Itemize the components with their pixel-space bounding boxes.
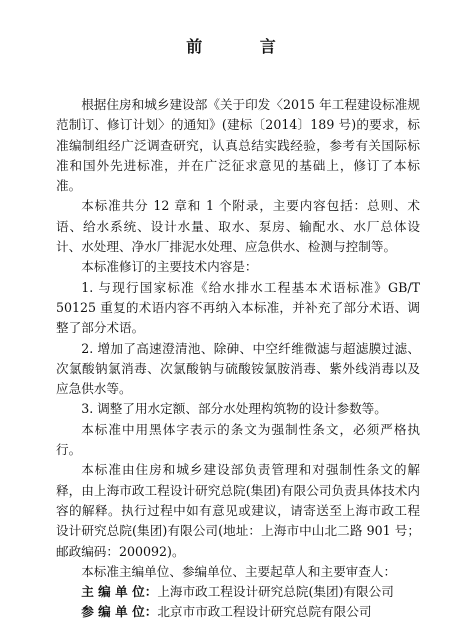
paragraph: 本标准修订的主要技术内容是： [81,259,258,275]
paragraph: 3. 调整了用水定额、部分水处理构筑物的设计参数等。 [81,401,387,417]
participating-unit-label: 参 编 单 位： [81,604,158,620]
page-title: 前 言 [186,37,302,56]
preface-body [56,95,420,623]
chief-unit-value: 上海市政工程设计研究总院(集团)有限公司 [157,584,394,600]
paragraph: 本标准中用黑体字表示的条文为强制性条文，必须严格执行。 [56,421,420,458]
paragraph: 1. 与现行国家标准《给水排水工程基本术语标准》GB/T 50125 重复的术语内容不再纳入本标准，并补充了部分术语、调整了部分术语。 [56,279,420,336]
paragraph: 本标准主编单位、参编单位、主要起草人和主要审查人： [81,563,397,579]
chief-unit-label: 主 编 单 位： [81,584,158,600]
participating-unit-line [56,602,420,622]
paragraph: 根据住房和城乡建设部《关于印发〈2015 年工程建设标准规范制订、修订计划〉的通知》(建标〔2014〕189 号)的要求，标准编制组经广泛调查研究，认真总结实践经验，参考有关国际标准和国外先进标准，并在广泛征求意见的基础上，修订了本标准。 [56,97,420,194]
chief-unit-line [56,582,420,602]
paragraph: 本标准共分 12 章和 1 个附录，主要内容包括：总则、术语、给水系统、设计水量、取水、泵房、输配水、水厂总体设计、水处理、净水厂排泥水处理、应急供水、检测与控制等。 [56,198,420,255]
participating-unit-value: 北京市市政工程设计研究总院有限公司 [157,604,372,620]
paragraph: 2. 增加了高速澄清池、除砷、中空纤维微滤与超滤膜过滤、次氯酸钠氯消毒、次氯酸钠与硫酸铵氯胺消毒、紫外线消毒以及应急供水等。 [56,340,420,397]
paragraph: 本标准由住房和城乡建设部负责管理和对强制性条文的解释，由上海市政工程设计研究总院(集团)有限公司负责具体技术内容的解释。执行过程中如有意见或建议，请寄送至上海市政工程设计研究总院(集团)有限公司(地址：上海市中山北二路 901 号；邮政编码：200092)。 [56,462,420,559]
